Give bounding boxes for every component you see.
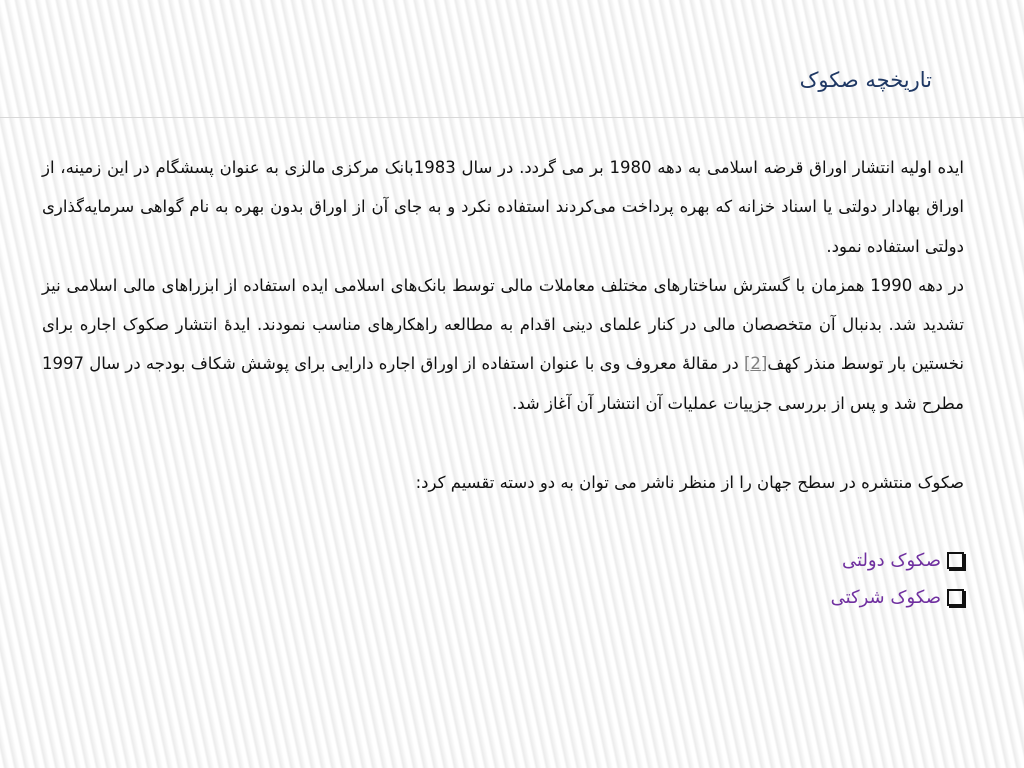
paragraph-history-detail-start: در دهه 1990 همزمان با گسترش ساختارهای مختلف معاملات مالی توسط بانک‌های اسلامی ایده استفاده از ابزراهای مالی اسلامی نیز تشدید شد. بدنبال آن متخصصان مالی در کنار علمای دینی اقدام به مطالعه راهکارهای مناسب نمودند. ایدۀ انتشار صکوک اجاره برای نخستین بار توسط منذر کهف: [42, 275, 965, 374]
list-item-corporate-sukuk: [42, 579, 964, 616]
paragraph-history-detail: [42, 266, 964, 423]
slide-title: تاریخچه صکوک: [799, 68, 932, 92]
sukuk-type-list: [42, 542, 964, 616]
checkbox-bullet-icon: [947, 552, 964, 569]
list-item-label: صکوک شرکتی: [830, 587, 941, 609]
title-divider: [0, 117, 1024, 118]
list-item-government-sukuk: [42, 542, 964, 579]
paragraph-history-intro: ایده اولیه انتشار اوراق قرضه اسلامی به دهه 1980 بر می گردد. در سال 1983بانک مرکزی مالزی به عنوان پسشگام در این زمینه، از اوراق بهادار دولتی یا اسناد خزانه که بهره پرداخت می‌کردند استفاده نکرد و به جای آن از اوراق بدون بهره به نام گواهی سرمایه‌گذاری دولتی استفاده نمود.: [42, 158, 965, 256]
checkbox-bullet-icon: [947, 589, 964, 606]
slide-body: [42, 148, 964, 616]
paragraph-history-detail-end: در مقالۀ معروف وی با عنوان استفاده از اوراق اجاره دارایی برای پوشش شکاف بودجه در سال 1997 مطرح شد و پس از بررسی جزییات عملیات آن انتشار آن آغاز شد.: [42, 354, 964, 413]
list-item-label: صکوک دولتی: [842, 550, 941, 572]
classification-intro: صکوک منتشره در سطح جهان را از منظر ناشر می توان به دو دسته تقسیم کرد:: [415, 473, 964, 493]
reference-link[interactable]: [2]: [743, 354, 768, 374]
